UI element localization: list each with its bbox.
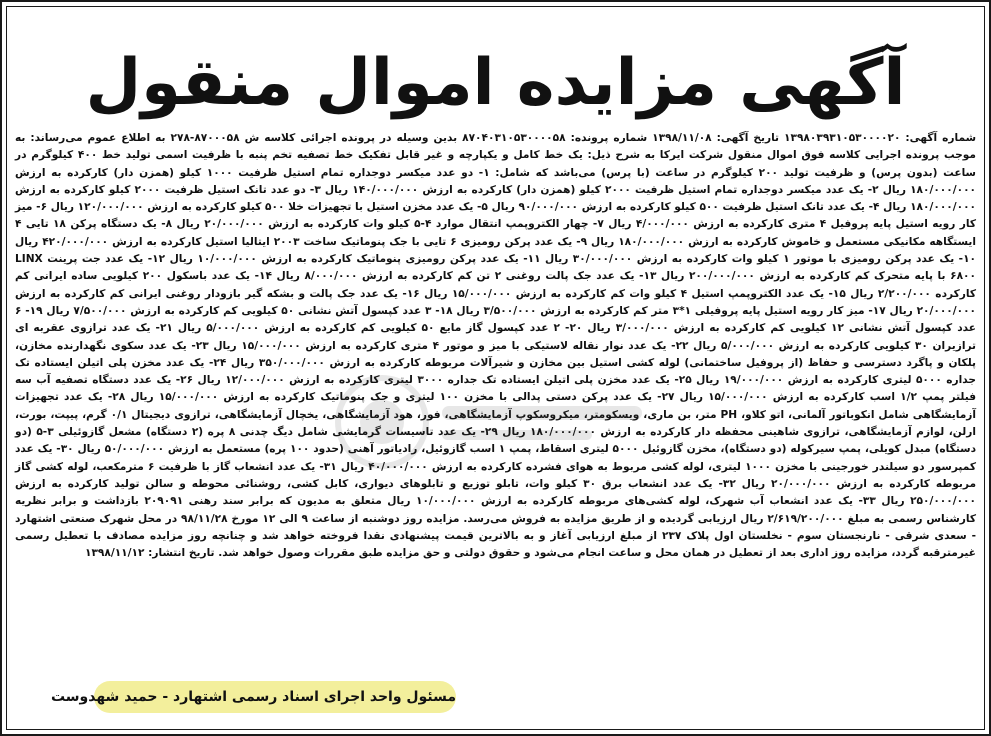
notice-title: آگهی مزایده اموال منقول bbox=[85, 46, 906, 120]
footer-signature-badge: مسئول واحد اجرای اسناد رسمی اشتهارد - حمید شهدوست bbox=[94, 681, 456, 713]
notice-body: شماره آگهی: ۱۳۹۸۰۳۹۳۱۰۵۳۰۰۰۰۲۰ تاریخ آگهی: ۱۳۹۸/۱۱/۰۸ شماره پرونده: ۸۷۰۴۰۳۱۰۵۳۰۰۰۰۵۸ بدین وسیله در پرونده اجرائی کلاسه ش ۸۷۰۰۰۵۸-۲۷۸ به اطلاع عموم می‌رساند: به موجب پرونده اجرایی کلاسه فوق اموال منقول شرکت ایرکا به شرح ذیل: یک خط کامل و یکپارچه و غیر قابل تفکیک خط تصفیه تخم پنبه با ظرفیت اسمی تولید خط ۴۰۰ کیلوگرم در ساعت (بدون پرس) و ظرفیت تولید ۲۰۰ کیلوگرم در ساعت (با پرس) می‌باشد که شامل: ۱- دو عدد میکسر دوجداره تمام استیل ظرفیت ۱۰۰۰ کیلو (همزن دار) کارکرده به ارزش ۱۸۰/۰۰۰/۰۰۰ ریال ۲- یک عدد میکسر دوجداره تمام استیل ظرفیت ۲۰۰۰ کیلو (همزن دار) کارکرده به ارزش ۱۴۰/۰۰۰/۰۰۰ ریال ۳- دو عدد تانک استیل ظرفیت ۲۰۰۰ کیلو کارکرده به ارزش ۱۸۰/۰۰۰/۰۰۰ ریال ۴- یک عدد تانک استیل ظرفیت ۵۰۰ کیلو کارکرده به ارزش ۹۰/۰۰۰/۰۰۰ ریال ۵- یک عدد مخزن استیل با تجهیزات خلا ۵۰۰ کیلو کارکرده به ارزش ۱۲۰/۰۰۰/۰۰۰ ریال ۶- میز کار رویه استیل پایه پروفیل ۴ متری کارکرده به ارزش ۴/۰۰۰/۰۰۰ ریال ۷- چهار الکتروپمپ انتقال موارد ۴-۵ کیلو وات کارکرده به ارزش ۲۰/۰۰۰/۰۰۰ ریال ۸- یک دستگاه پرکن ۱۸ تایی ۴ ایستگاهه مکانیکی مستعمل و خاموش کارکرده به ارزش ۱۸۰/۰۰۰/۰۰۰ ریال ۹- یک عدد پرکن رومیزی ۶ تایی با جک پنوماتیک ساخت ۲۰۰۳ ایتالیا استیل کارکرده به ارزش ۴۲۰/۰۰۰/۰۰۰ ریال ۱۰- یک عدد پرکن رومیزی با موتور ۱ کیلو وات کارکرده به ارزش ۳۰/۰۰۰/۰۰۰ ریال ۱۱- یک عدد پرکن رومیزی پنوماتیک کارکرده به ارزش ۱۰/۰۰۰/۰۰۰ ریال ۱۲- یک عدد جت پرینت LINX ۶۸۰۰ با پایه متحرک کم کارکرده به ارزش ۲۰۰/۰۰۰/۰۰۰ ریال ۱۳- یک عدد جک پالت روغنی ۲ تن کم کارکرده به ارزش ۸/۰۰۰/۰۰۰ ریال ۱۴- یک عدد باسکول ۲۰۰ کیلویی ساده ایرانی کم کارکرده ۲/۲۰۰/۰۰۰ ریال ۱۵- یک عدد الکتروپمپ استیل ۴ کیلو وات کم کارکرده به ارزش ۱۵/۰۰۰/۰۰۰ ریال ۱۶- یک عدد جک پالت و بشکه گیر بازودار روغنی ایرانی کم کارکرده به ارزش ۲۰/۰۰۰/۰۰۰ ریال ۱۷- میز کار رویه استیل پایه پروفیلی ۱*۳ متر کم کارکرده به ارزش ۳/۵۰۰/۰۰۰ ریال ۱۸- ۳ عدد کپسول آتش نشانی ۵۰ کیلویی کم کارکرده به ارزش ۷/۵۰۰/۰۰۰ ریال ۱۹- ۶ عدد کپسول آتش نشانی ۱۲ کیلویی کم کارکرده به ارزش ۳/۰۰۰/۰۰۰ ریال ۲۰- ۲ عدد کپسول گاز مایع ۵۰ کیلویی کم کارکرده به ارزش ۵/۰۰۰/۰۰۰ ریال ۲۱- یک عدد ترازوی عقربه ای ترازیران ۳۰ کیلویی کارکرده به ارزش ۵/۰۰۰/۰۰۰ ریال ۲۲- یک عدد نوار نقاله لاستیکی با میز و موتور ۴ متری کارکرده به ارزش ۱۵/۰۰۰/۰۰۰ ریال ۲۳- یک عدد سکوی نگهدارنده مخازن، پلکان و پاگرد دسترسی و حفاظ (از پروفیل ساختمانی) لوله کشی استیل بین مخازن و شیرآلات مربوطه کارکرده به ارزش ۳۵۰/۰۰۰/۰۰۰ ریال ۲۴- یک عدد مخزن پلی اتیلن ایستاده تک جداره ۵۰۰۰ لیتری کارکرده به ارزش ۱۹/۰۰۰/۰۰۰ ریال ۲۵- یک عدد مخزن پلی اتیلن ایستاده تک جداره ۳۰۰۰ لیتری کارکرده به ارزش ۱۲/۰۰۰/۰۰۰ ریال ۲۶- یک عدد دستگاه تصفیه آب سه فیلتر پمپ ۱/۲ اسب کارکرده به ارزش ۱۵/۰۰۰/۰۰۰ ریال ۲۷- یک عدد پرکن دستی پدالی با مخزن ۱۰۰ لیتری و جک پنوماتیک کارکرده به ارزش ۱۵/۰۰۰/۰۰۰ ریال ۲۸- یک عدد تجهیزات آزمایشگاهی شامل انکوباتور آلمانی، اتو کلاو، PH متر، بن ماری، ویسکومتر، میکروسکوپ آزمایشگاهی، فور، هود آزمایشگاهی، یخچال آزمایشگاهی، ترازوی دیجیتال ۰/۱ گرم، پیپت، بورت، ارلن، لوازم آزمایشگاهی، ترازوی شاهینی محفظه دار کارکرده به ارزش ۱۸۰/۰۰۰/۰۰۰ ریال ۲۹- یک عدد تاسیسات گرمایشی شامل دیگ چدنی ۸ پره (۲ دستگاه) مشعل گازوئیلی ۳-۵ (دو دستگاه) مبدل کویلی، پمپ سیرکوله (دو دستگاه)، مخزن گازوئیل ۵۰۰۰ لیتری اسقاط، پمپ ۱ اسب گازوئیل، رادیاتور آهنی (حدود ۱۰۰ پره) مستعمل به ارزش ۵۰/۰۰۰/۰۰۰ ریال ۳۰- یک عدد کمپرسور دو سیلندر خورجینی با مخزن ۱۰۰۰ لیتری، لوله کشی مربوط به هوای فشرده کارکرده به ارزش ۴۰/۰۰۰/۰۰۰ ریال ۳۱- یک عدد انشعاب گاز با ظرفیت ۶ مترمکعب، لوله کشی گاز مربوطه کارکرده به ارزش ۲۰/۰۰۰/۰۰۰ ریال ۳۲- یک عدد انشعاب برق ۳۰ کیلو وات، تابلو توزیع و تابلوهای دیواری، کابل کشی، روشنائی محوطه و سالن تولید کارکرده به ارزش ۲۵۰/۰۰۰/۰۰۰ ریال ۳۳- یک عدد انشعاب آب شهرک، لوله کشی‌های مربوطه کارکرده به ارزش ۱۰/۰۰۰/۰۰۰ ریال متعلق به مدیون که برابر سند رهنی ۲۰۹۰۹۱ بازداشت و برابر نظریه کارشناس رسمی به مبلغ ۲/۶۱۹/۲۰۰/۰۰۰ ریال ارزیابی گردیده و از طریق مزایده به فروش می‌رسد. مزایده روز دوشنبه از ساعت ۹ الی ۱۲ مورخ ۹۸/۱۱/۲۸ در محل شهرک صنعتی اشتهارد - سعدی شرقی - نارنجستان سوم - نخلستان اول پلاک ۲۳۷ از مبلغ ارزیابی آغاز و به بالاترین قیمت پیشنهادی نقدا فروخته خواهد شد و چنانچه روز مزایده مصادف با تعطیل رسمی غیرمترقبه گردد، مزایده روز اداری بعد از تعطیل در همان محل و ساعت انجام می‌شود و حقوق دولتی و حق مزایده طبق مقررات وصول خواهد شد. تاریخ انتشار: ۱۳۹۸/۱۱/۱۲ bbox=[15, 132, 977, 560]
